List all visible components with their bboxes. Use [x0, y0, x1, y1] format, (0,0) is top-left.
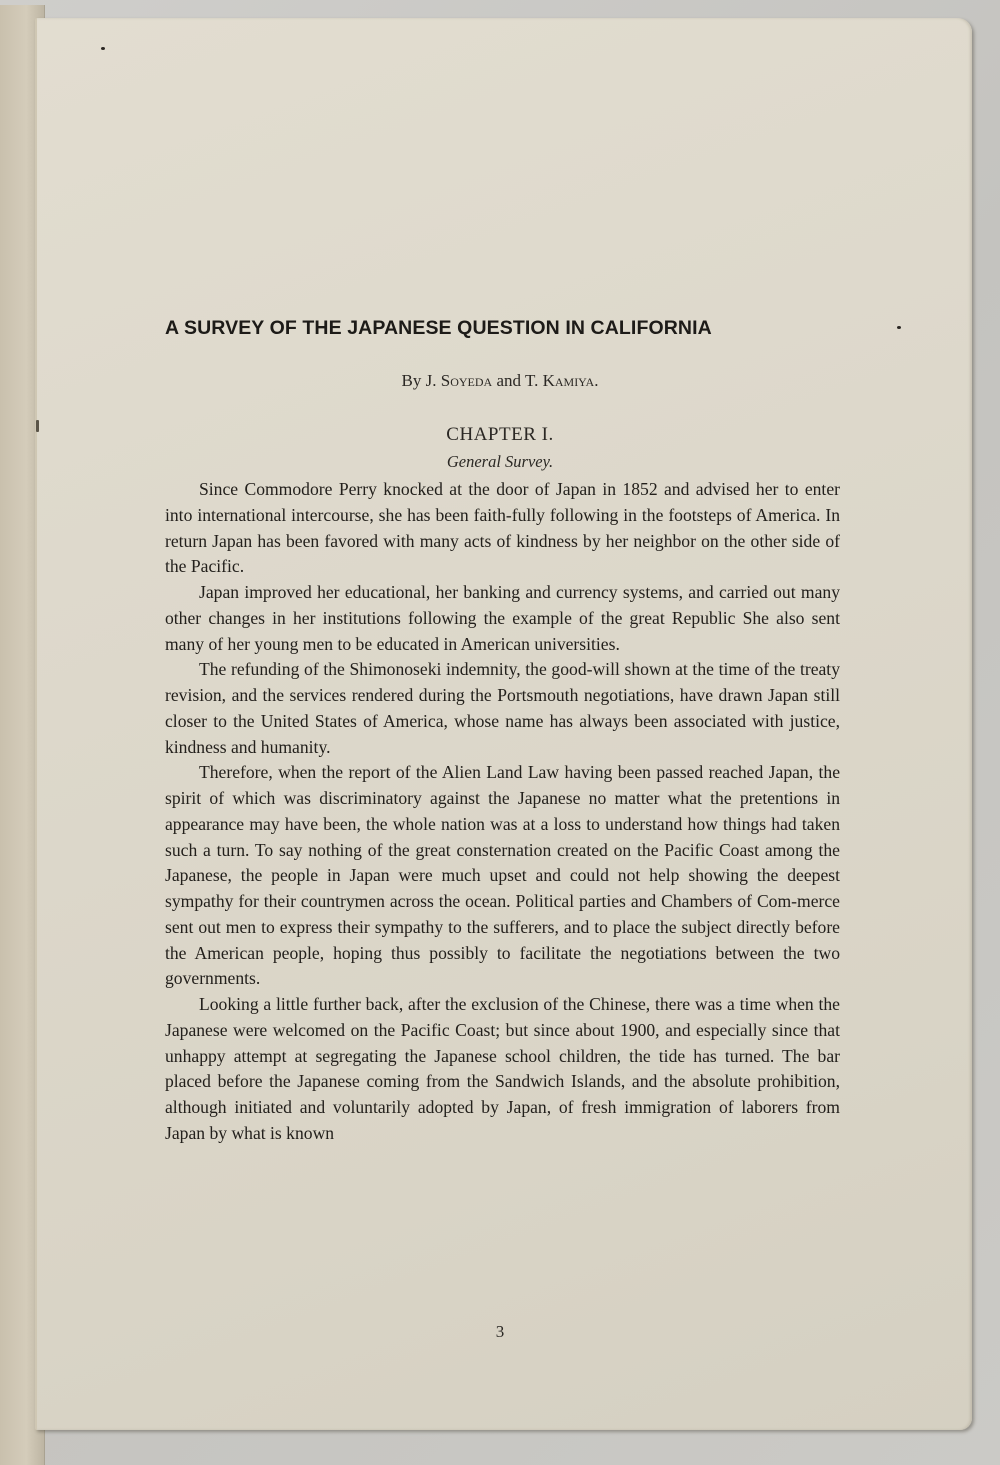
body-text: [165, 477, 840, 1147]
byline: [0, 371, 1000, 391]
paragraph: Japan improved her educational, her banking and currency systems, and carried out many other changes in her institutions following the example of the great Republic She also sent many of her young men to be educated in American universities.: [165, 582, 840, 654]
paper-speck: [101, 47, 105, 50]
paper-speck: [897, 326, 901, 329]
paragraph: Therefore, when the report of the Alien Land Law having been passed reached Japan, the spirit of which was discriminatory against the Japanese no matter what the pretentions in appearance may have been, the whole nation was at a loss to understand how things had taken such a turn. To say nothing of the great consternation created on the Pacific Coast among the Japanese, the people in Japan were much upset and could not help showing the deepest sympathy for their countrymen across the ocean. Political parties and Chambers of Com-merce sent out men to express their sympathy to the sufferers, and to place the subject directly before the American people, hoping thus possibly to facilitate the negotiations between the two governments.: [165, 762, 840, 989]
chapter-subtitle: General Survey.: [446, 452, 554, 471]
byline-suffix: .: [594, 371, 599, 390]
paragraph: Since Commodore Perry knocked at the door of Japan in 1852 and advised her to enter into international intercourse, she has been faith-fully following in the footsteps of America. In return Japan has been favored with many acts of kindness by her neighbor on the other side of the Pacific.: [165, 479, 840, 577]
document-title: A SURVEY OF THE JAPANESE QUESTION IN CALIFORNIA: [165, 317, 712, 339]
paragraph: The refunding of the Shimonoseki indemnity, the good-will shown at the time of the treaty revision, and the services rendered during the Portsmouth negotiations, have drawn Japan still closer to the United States of America, whose name has always been associated with justice, kindness and humanity.: [165, 659, 840, 757]
author-soyeda: Soyeda: [440, 371, 493, 390]
byline-prefix: By J.: [401, 371, 441, 390]
paragraph: Looking a little further back, after the exclusion of the Chinese, there was a time when the Japanese were welcomed on the Pacific Coast; but since about 1900, and especially since that unhappy attempt at segregating the Japanese school children, the tide has turned. The bar placed before the Japanese coming from the Sandwich Islands, and the absolute prohibition, although initiated and voluntarily adopted by Japan, of fresh immigration of laborers from Japan by what is known: [165, 994, 840, 1143]
byline-conjunction: and T.: [492, 371, 543, 390]
author-kamiya: Kamiya: [542, 371, 595, 390]
page-number: 3: [495, 1322, 505, 1341]
chapter-heading: CHAPTER I.: [446, 424, 554, 445]
